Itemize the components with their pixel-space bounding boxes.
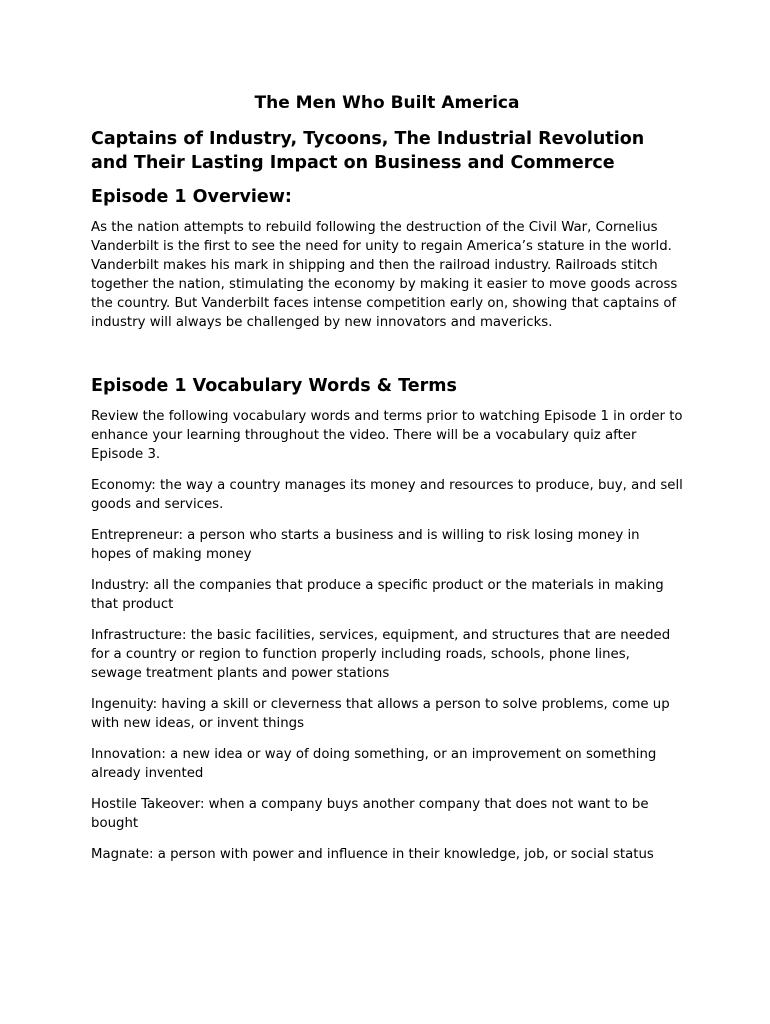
overview-paragraph: As the nation attempts to rebuild following the destruction of the Civil War, Cornelius Vanderbilt is the first to see the need for unity to regain America’s stature in the world. Vanderbilt makes his mark in shipping and then the railroad industry. Railroads stitch together the nation, stimulating the economy by making it easier to move goods across the country. But Vanderbilt faces intense competition early on, showing that captains of industry will always be challenged by new innovators and mavericks.: [91, 220, 678, 330]
term-magnate: Magnate: a person with power and influence in their knowledge, job, or social status: [91, 847, 654, 862]
document-title: The Men Who Built America: [254, 93, 520, 113]
term-industry: Industry: all the companies that produce a specific product or the materials in making that product: [91, 578, 664, 612]
term-economy: Economy: the way a country manages its money and resources to produce, buy, and sell goods and services.: [91, 478, 683, 512]
term-entrepreneur: Entrepreneur: a person who starts a business and is willing to risk losing money in hopes of making money: [91, 528, 640, 562]
document-subtitle: Captains of Industry, Tycoons, The Industrial Revolution and Their Lasting Impact on Business and Commerce: [91, 129, 645, 173]
overview-heading: Episode 1 Overview:: [91, 187, 292, 207]
term-ingenuity: Ingenuity: having a skill or cleverness that allows a person to solve problems, come up with new ideas, or invent things: [91, 697, 670, 731]
term-innovation: Innovation: a new idea or way of doing something, or an improvement on something already invented: [91, 747, 657, 781]
term-hostile-takeover: Hostile Takeover: when a company buys another company that does not want to be bought: [91, 797, 649, 831]
document-page: [91, 92, 683, 876]
vocabulary-heading: Episode 1 Vocabulary Words & Terms: [91, 376, 457, 396]
vocabulary-intro: Review the following vocabulary words and terms prior to watching Episode 1 in order to enhance your learning throughout the video. There will be a vocabulary quiz after Episode 3.: [91, 409, 683, 462]
term-infrastructure: Infrastructure: the basic facilities, services, equipment, and structures that are needed for a country or region to function properly including roads, schools, phone lines, sewage treatment plants and power stations: [91, 628, 671, 681]
